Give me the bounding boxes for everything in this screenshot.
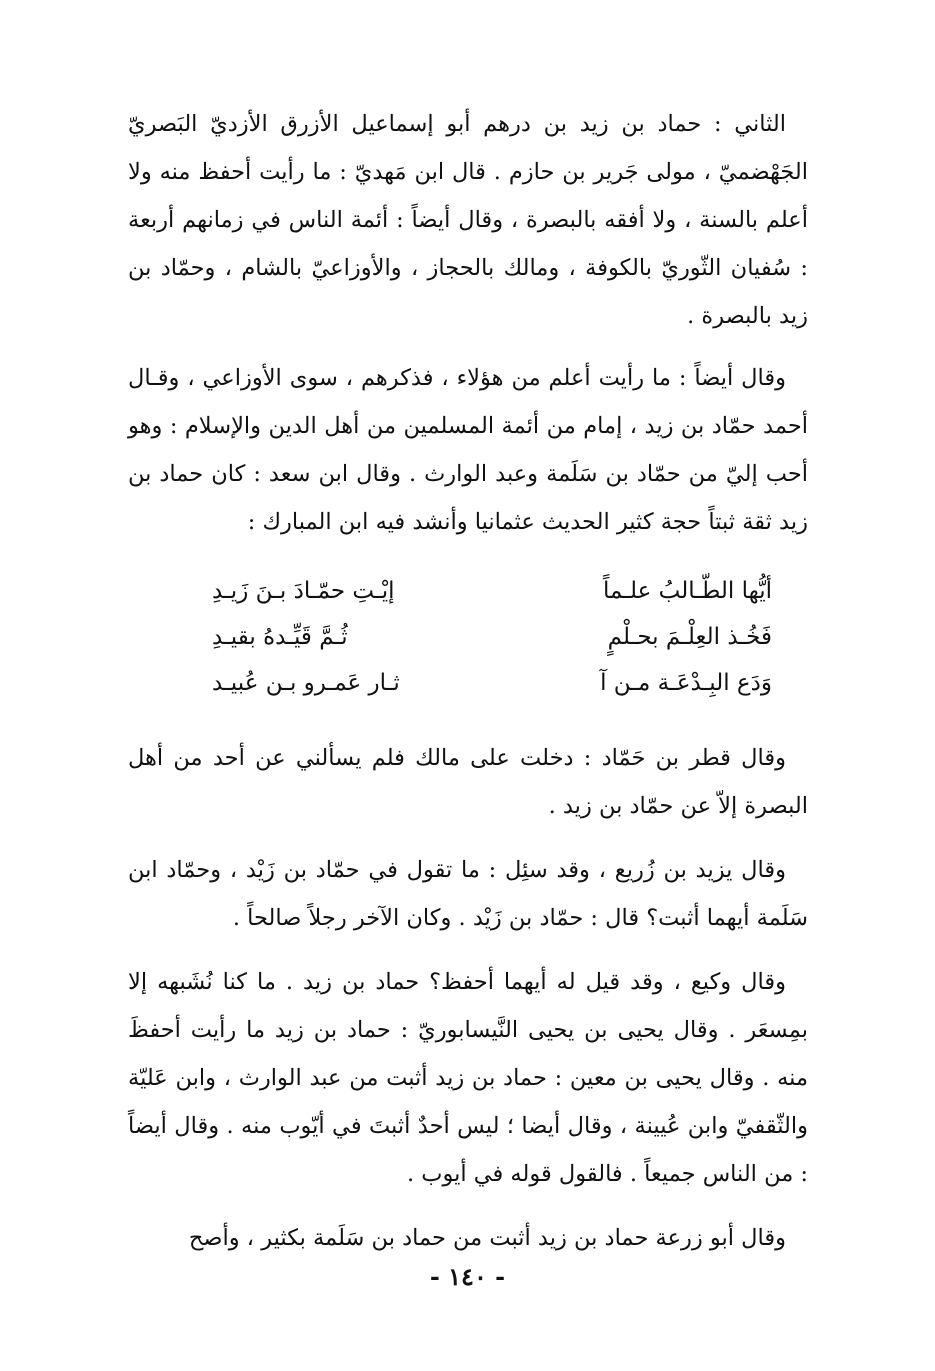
paragraph-qatar: وقال قطر بن حَمّاد : دخلت على مالك فلم يسألني عن أحد من أهل البصرة إلاّ عن حمّاد بن زيد . (128, 745, 808, 819)
poem-verse (212, 614, 772, 660)
poem-first-hemistich: فَخُـذ العِلْـمَ بحـلْمٍ (607, 624, 772, 650)
poem-block (212, 568, 772, 706)
poem-first-hemistich: وَدَع البِـدْعَـة مـن آ (600, 670, 772, 696)
poem-verse (212, 660, 772, 706)
paragraph-hammad-intro: الثاني : حماد بن زيد بن درهم أبو إسماعيل الأزرق الأزديّ البَصريّ الجَهْضميّ ، مولى جَرير بن حازم . قال ابن مَهديّ : ما رأيت أحفظ منه ولا أعلم بالسنة ، ولا أفقه بالبصرة ، وقال أيضاً : أئمة الناس في زمانهم أربعة : سُفيان الثّوريّ بالكوفة ، ومالك بالحجاز ، والأوزاعيّ بالشام ، وحمّاد بن زيد بالبصرة . (128, 111, 808, 329)
poem-first-hemistich: أيُّها الطّـالبُ علـماً (602, 578, 772, 604)
page-body (128, 100, 808, 1262)
poem-second-hemistich: إيْـتِ حمّـادَ بـنَ زَيـدِ (212, 578, 395, 604)
paragraph-praise: وقال أيضاً : ما رأيت أعلم من هؤلاء ، فذكرهم ، سوى الأوزاعي ، وقـال أحمد حمّاد بن زيد ، إمام من أئمة المسلمين من أهل الدين والإسلام : وهو أحب إليّ من حمّاد بن سَلَمة وعبد الوارث . وقال ابن سعد : كان حماد بن زيد ثقة ثبتاً حجة كثير الحديث عثمانيا وأنشد فيه ابن المبارك : (128, 365, 808, 535)
poem-second-hemistich: ثُـمَّ قَيِّـدهُ بقيـدِ (212, 624, 348, 650)
page-number: - ١٤٠ - (429, 1262, 506, 1291)
poem-second-hemistich: ثـار عَمـرو بـن عُبيـد (212, 670, 400, 696)
paragraph-waki: وقال وكيع ، وقد قيل له أيهما أحفظ؟ حماد بن زيد . ما كنا نُشَبهه إلا بمِسعَر . وقال يحيى بن يحيى النَّيسابوريّ : حماد بن زيد ما رأيت أحفظَ منه . وقال يحيى بن معين : حماد بن زيد أثبت من عبد الوارث ، وابن عَليّة والثّقفيّ وابن عُيينة ، وقال أيضا ؛ ليس أحدٌ أثبتَ في أيّوب منه . وقال أيضاً : من الناس جميعاً . فالقول قوله في أيوب . (128, 969, 808, 1187)
poem-verse (212, 568, 772, 614)
paragraph-yazid: وقال يزيد بن زُريع ، وقد سئِل : ما تقول في حمّاد بن زَيْد ، وحمّاد ابن سَلَمة أيهما أثبت؟ قال : حمّاد بن زَيْد . وكان الآخر رجلاً صالحاً . (128, 857, 808, 931)
paragraph-abu-zura: وقال أبو زرعة حماد بن زيد أثبت من حماد بن سَلَمة بكثير ، وأصح (188, 1225, 786, 1251)
